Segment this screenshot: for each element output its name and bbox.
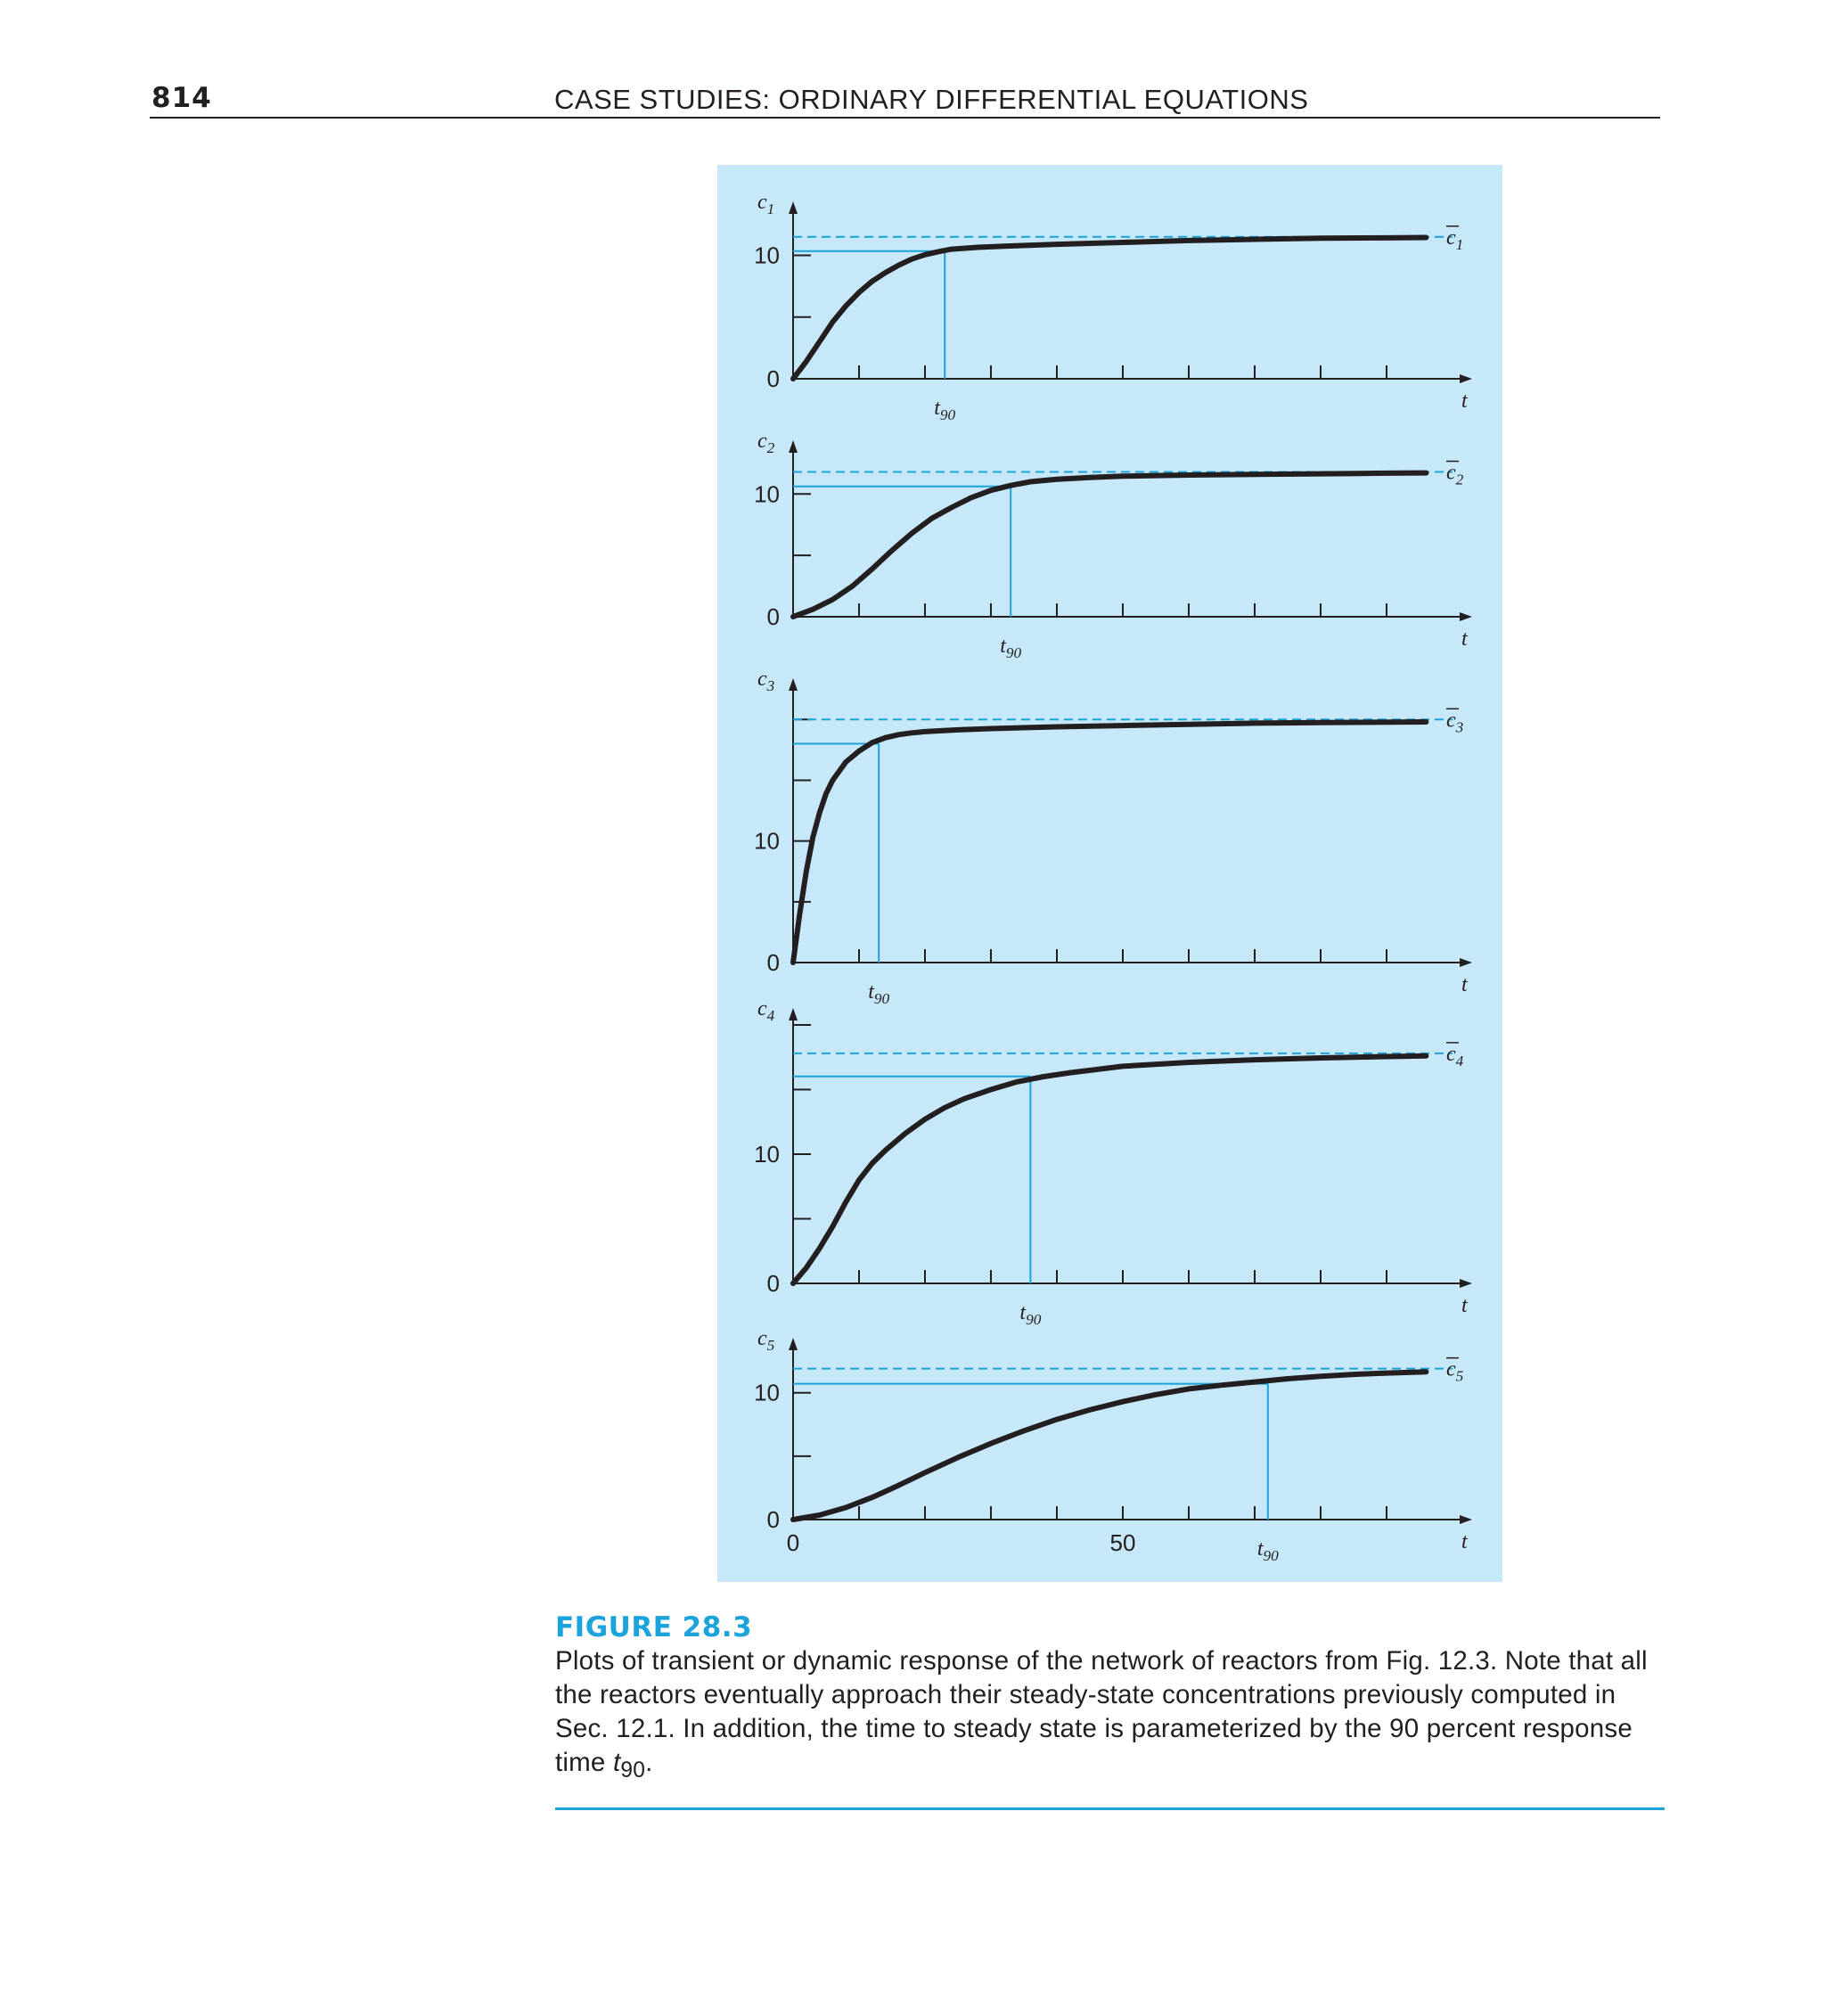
steady-state-label: $c_5$ [1446, 1357, 1464, 1385]
t90-label: $t_{90}$ [934, 397, 956, 423]
header-rule [150, 117, 1660, 119]
t90-label: $t_{90}$ [1000, 635, 1022, 661]
page-number: 814 [151, 82, 212, 114]
running-head: CASE STUDIES: ORDINARY DIFFERENTIAL EQUATIONS [554, 84, 1309, 115]
y-tick-label: 10 [754, 242, 780, 269]
y-axis-arrow [789, 678, 798, 691]
x-axis-label: t [1461, 627, 1468, 651]
chart-panel-3 [754, 678, 1472, 996]
x-tick-label: 0 [786, 1529, 800, 1556]
caption-body: Plots of transient or dynamic response of the network of reactors from Fig. 12.3. Note that all the reactors eventually approach their steady-state concentrations previously computed in Sec. 12.1. In addition, the time to steady state is parameterized by the 90 percent response time [555, 1646, 1648, 1777]
x-axis-arrow [1460, 958, 1472, 967]
chart-panel-2 [754, 440, 1472, 651]
y-tick-label: 0 [766, 603, 780, 630]
caption-t-subscript: 90 [620, 1758, 646, 1782]
response-curve [793, 473, 1426, 617]
figure-charts [717, 165, 1502, 1582]
x-axis-arrow [1460, 1279, 1472, 1288]
y-tick-label: 0 [766, 365, 780, 392]
x-axis-arrow [1460, 612, 1472, 621]
y-tick-label: 0 [766, 949, 780, 976]
response-curve [793, 238, 1426, 380]
y-tick-label: 10 [754, 1379, 780, 1406]
x-axis-label: t [1461, 1530, 1468, 1553]
chart-panel-1 [754, 201, 1472, 413]
y-axis-label: $c_2$ [757, 430, 775, 456]
y-tick-label: 10 [754, 1141, 780, 1168]
x-axis-label: t [1461, 389, 1468, 413]
chart-panel-4 [754, 1008, 1472, 1317]
y-tick-label: 0 [766, 1506, 780, 1533]
steady-state-label: $c_4$ [1446, 1042, 1464, 1069]
caption-t-symbol: t [612, 1748, 621, 1777]
caption-rule [555, 1807, 1665, 1810]
x-axis-label: t [1461, 973, 1468, 996]
response-curve [793, 1372, 1426, 1520]
y-axis-label: $c_5$ [757, 1327, 775, 1354]
x-axis-label: t [1461, 1294, 1468, 1317]
caption-end: . [645, 1748, 653, 1777]
chart-panel-5 [754, 1338, 1472, 1556]
y-axis-label: $c_4$ [757, 997, 775, 1024]
y-axis-arrow [789, 1338, 798, 1350]
y-axis-arrow [789, 440, 798, 453]
steady-state-label: $c_2$ [1446, 461, 1464, 488]
steady-state-label: $c_3$ [1446, 709, 1464, 736]
x-tick-label: 50 [1109, 1529, 1136, 1556]
y-axis-arrow [789, 201, 798, 214]
t90-label: $t_{90}$ [1256, 1537, 1279, 1564]
figure-panel [717, 165, 1502, 1582]
figure-caption-label: FIGURE 28.3 [555, 1611, 753, 1643]
y-tick-label: 0 [766, 1270, 780, 1297]
x-axis-arrow [1460, 1515, 1472, 1524]
response-curve [793, 722, 1426, 963]
y-tick-label: 10 [754, 827, 780, 855]
x-axis-arrow [1460, 374, 1472, 383]
y-axis-label: $c_1$ [757, 191, 775, 217]
figure-caption-text [555, 1644, 1665, 1788]
t90-label: $t_{90}$ [868, 980, 890, 1007]
y-axis-arrow [789, 1008, 798, 1020]
y-axis-label: $c_3$ [757, 668, 775, 694]
t90-label: $t_{90}$ [1019, 1301, 1042, 1328]
response-curve [793, 1056, 1426, 1283]
steady-state-label: $c_1$ [1446, 225, 1464, 253]
y-tick-label: 10 [754, 480, 780, 508]
